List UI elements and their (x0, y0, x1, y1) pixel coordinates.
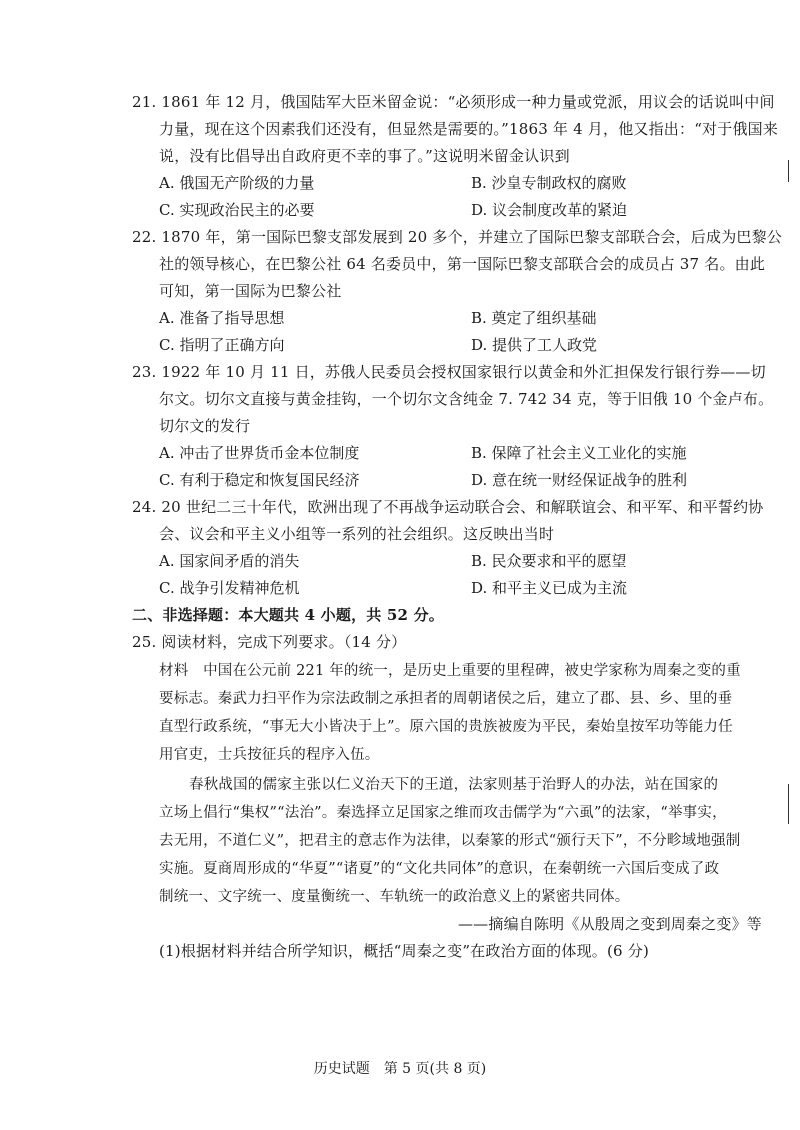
q23-line-1: 23. 1922 年 10 月 11 日，苏俄人民委员会授权国家银行以黄金和外汇担保发行银行券——切 (132, 363, 766, 381)
q23-line-2: 尔文。切尔文直接与黄金挂钩，一个切尔文含纯金 7. 742 34 克，等于旧俄 10 个金卢布。 (159, 390, 774, 408)
q21-option-c: C. 实现政治民主的必要 (159, 201, 315, 219)
q21-line-1: 21. 1861 年 12 月，俄国陆军大臣米留金说：“必须形成一种力量或党派，用议会的话说叫中间 (132, 93, 775, 111)
q22-line-3: 可知，第一国际为巴黎公社 (159, 282, 342, 300)
scan-edge-mark (788, 160, 789, 182)
q22-option-a: A. 准备了指导思想 (159, 309, 285, 327)
q25-material-line: 制统一、文字统一、度量衡统一、车轨统一的政治意义上的紧密共同体。 (159, 889, 630, 905)
q24-option-d: D. 和平主义已成为主流 (471, 579, 628, 597)
page-footer: 历史试题 第 5 页(共 8 页) (313, 1061, 487, 1077)
q25-material-line: 去无用，不道仁义”，把君主的意志作为法律，以秦篆的形式“颁行天下”，不分畛域地强制 (159, 833, 741, 849)
q23-option-a: A. 冲击了世界货币金本位制度 (159, 444, 360, 462)
q23-option-b: B. 保障了社会主义工业化的实施 (471, 444, 687, 462)
q25-material-line: 立场上倡行“集权”“法治”。秦选择立足国家之维而攻击儒学为“六虱”的法家，“举事实， (159, 805, 727, 821)
q21-option-b: B. 沙皇专制政权的腐败 (471, 174, 627, 192)
q22-option-c: C. 指明了正确方向 (159, 336, 285, 354)
q24-line-2: 会、议会和平主义小组等一系列的社会组织。这反映出当时 (159, 525, 555, 543)
q21-option-a: A. 俄国无产阶级的力量 (159, 174, 315, 192)
q22-option-b: B. 奠定了组织基础 (471, 309, 597, 327)
q24-option-a: A. 国家间矛盾的消失 (159, 552, 300, 570)
q23-line-3: 切尔文的发行 (159, 417, 251, 435)
q23-option-c: C. 有利于稳定和恢复国民经济 (159, 471, 360, 489)
q25-source: ——摘编自陈明《从殷周之变到周秦之变》等 (457, 915, 762, 933)
q24-option-b: B. 民众要求和平的愿望 (471, 552, 627, 570)
q25-material-line: 要标志。秦武力扫平作为宗法政制之承担者的周朝诸侯之后，建立了郡、县、乡、里的垂 (159, 691, 733, 707)
q21-line-3: 说，没有比倡导出自政府更不幸的事了。”这说明米留金认识到 (159, 147, 570, 165)
q25-material-line: 实施。夏商周形成的“华夏”“诸夏”的“文化共同体”的意识，在秦朝统一六国后变成了政 (159, 861, 720, 877)
q24-line-1: 24. 20 世纪二三十年代，欧洲出现了不再战争运动联合会、和解联谊会、和平军、和平誓约协 (132, 498, 764, 516)
section-heading: 二、非选择题：本大题共 4 小题，共 52 分。 (132, 606, 445, 624)
scan-edge-mark (788, 784, 789, 824)
q24-option-c: C. 战争引发精神危机 (159, 579, 300, 597)
q25-material-line: 材料 中国在公元前 221 年的统一，是历史上重要的里程碑，被史学家称为周秦之变的重 (159, 663, 741, 679)
q22-line-2: 社的领导核心，在巴黎公社 64 名委员中，第一国际巴黎支部联合会的成员占 37 名。由此 (159, 255, 766, 273)
q22-line-1: 22. 1870 年，第一国际巴黎支部发展到 20 多个，并建立了国际巴黎支部联合会，后成为巴黎公 (132, 228, 782, 246)
q25-material-line: 春秋战国的儒家主张以仁义治天下的王道，法家则基于治野人的办法，站在国家的 (189, 777, 719, 793)
q25-material-line: 直型行政系统，“事无大小皆决于上”。原六国的贵族被废为平民，秦始皇按军功等能力任 (159, 719, 733, 735)
q23-option-d: D. 意在统一财经保证战争的胜利 (471, 471, 688, 489)
q22-option-d: D. 提供了工人政党 (471, 336, 598, 354)
q25-header: 25. 阅读材料，完成下列要求。（14 分） (132, 633, 407, 651)
q25-subquestion-1: (1)根据材料并结合所学知识，概括“周秦之变”在政治方面的体现。(6 分) (159, 942, 650, 960)
q21-line-2: 力量，现在这个因素我们还没有，但显然是需要的。”1863 年 4 月，他又指出：“对于俄国来 (159, 120, 779, 138)
q25-material-line: 用官吏，士兵按征兵的程序入伍。 (159, 747, 380, 763)
q21-option-d: D. 议会制度改革的紧迫 (471, 201, 628, 219)
